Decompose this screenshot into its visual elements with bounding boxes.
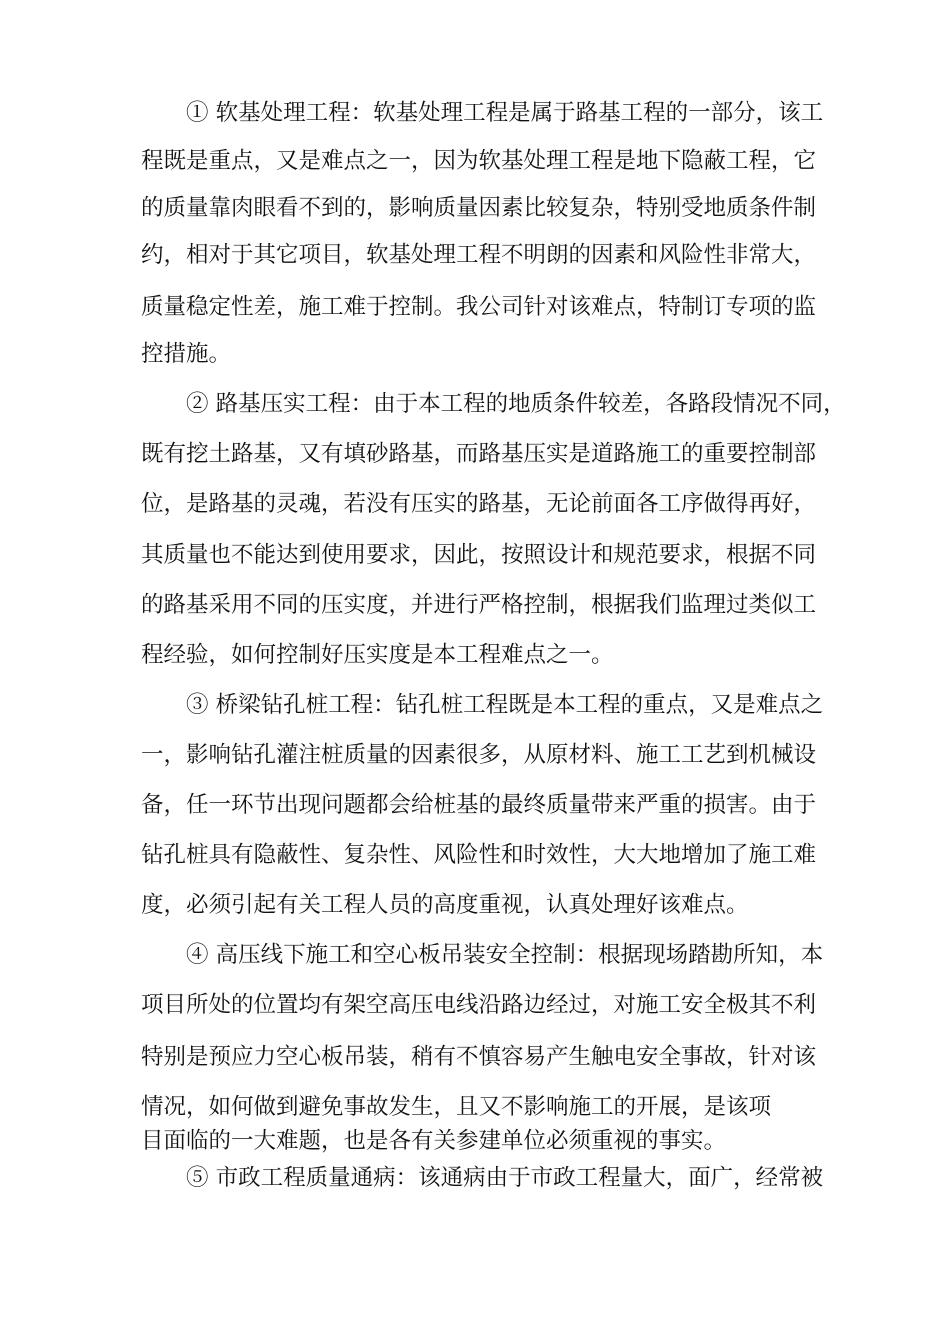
paragraph-3-line-4: 钻孔桩具有隐蔽性、复杂性、风险性和时效性，大大地增加了施工难 [141, 842, 817, 868]
paragraph-2-line-2: 既有挖土路基，又有填砂路基，而路基压实是道路施工的重要控制部 [141, 441, 817, 467]
paragraph-2-line-1: ② 路基压实工程：由于本工程的地质条件较差，各路段情况不同， [186, 391, 846, 417]
paragraph-1-line-3: 的质量靠肉眼看不到的，影响质量因素比较复杂，特别受地质条件制 [141, 195, 817, 221]
paragraph-2-line-3: 位，是路基的灵魂，若没有压实的路基，无论前面各工序做得再好， [141, 491, 817, 517]
paragraph-3-line-1: ③ 桥梁钻孔桩工程：钻孔桩工程既是本工程的重点，又是难点之 [186, 692, 824, 718]
paragraph-4-line-3: 特别是预应力空心板吊装，稍有不慎容易产生触电安全事故，针对该 [141, 1044, 817, 1070]
paragraph-1-line-1: ① 软基处理工程：软基处理工程是属于路基工程的一部分，该工 [186, 100, 824, 126]
paragraph-4-line-1: ④ 高压线下施工和空心板吊装安全控制：根据现场踏勘所知，本 [186, 942, 824, 968]
paragraph-3-line-5: 度，必须引起有关工程人员的高度重视，认真处理好该难点。 [141, 892, 749, 918]
paragraph-1-line-2: 程既是重点，又是难点之一，因为软基处理工程是地下隐蔽工程，它 [141, 148, 817, 174]
paragraph-1-line-4: 约，相对于其它项目，软基处理工程不明朗的因素和风险性非常大， [141, 242, 817, 268]
paragraph-5-line-1: ⑤ 市政工程质量通病：该通病由于市政工程量大，面广，经常被 [186, 1165, 824, 1191]
paragraph-1-line-6: 控措施。 [141, 341, 232, 367]
paragraph-2-line-6: 程经验，如何控制好压实度是本工程难点之一。 [141, 642, 614, 668]
paragraph-4-line-2: 项目所处的位置均有架空高压电线沿路边经过，对施工安全极其不利 [141, 992, 817, 1018]
paragraph-2-line-5: 的路基采用不同的压实度，并进行严格控制，根据我们监理过类似工 [141, 592, 817, 618]
paragraph-3-line-3: 备，任一环节出现问题都会给桩基的最终质量带来严重的损害。由于 [141, 792, 817, 818]
paragraph-1-line-5: 质量稳定性差，施工难于控制。我公司针对该难点，特制订专项的监 [141, 294, 817, 320]
paragraph-4-line-5: 目面临的一大难题，也是各有关参建单位必须重视的事实。 [141, 1128, 727, 1154]
paragraph-4-line-4: 情况，如何做到避免事故发生，且又不影响施工的开展，是该项 [141, 1094, 772, 1120]
paragraph-3-line-2: 一，影响钻孔灌注桩质量的因素很多，从原材料、施工工艺到机械设 [141, 742, 817, 768]
paragraph-2-line-4: 其质量也不能达到使用要求，因此，按照设计和规范要求，根据不同 [141, 542, 817, 568]
